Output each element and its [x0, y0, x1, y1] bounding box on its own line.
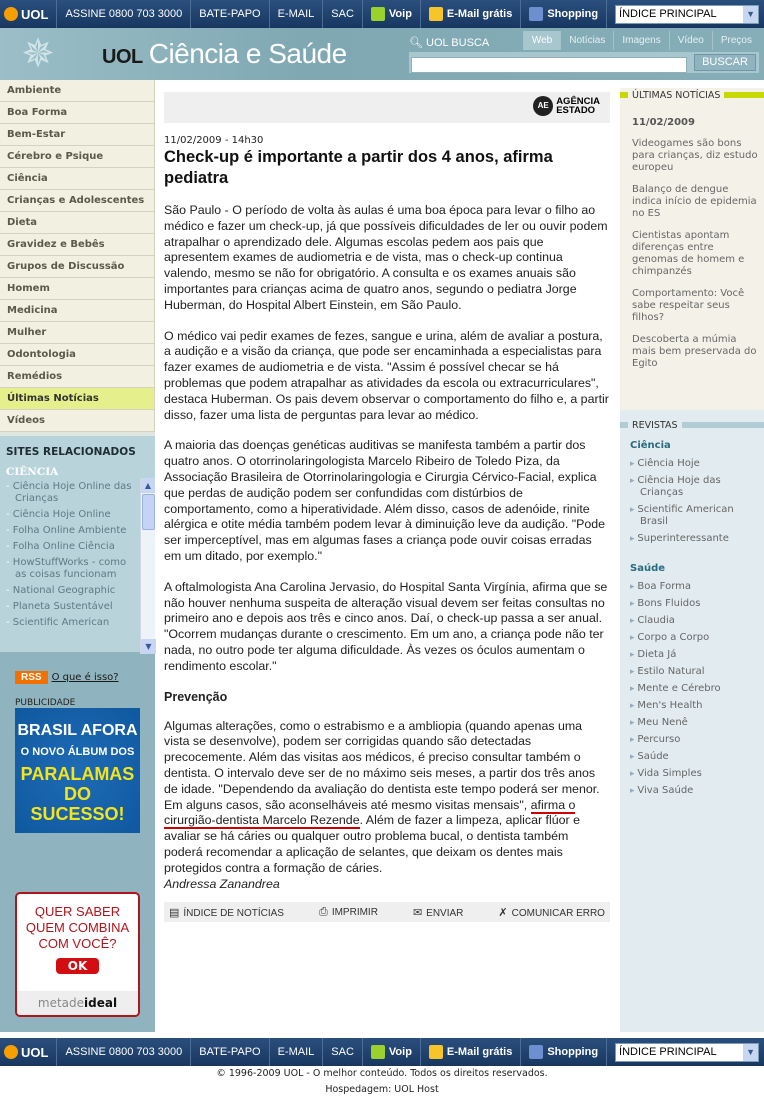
sidebar-item[interactable]: Boa Forma [0, 102, 155, 124]
article [164, 92, 610, 922]
copyright: © 1996-2009 UOL - O melhor conteúdo. Todos os direitos reservados. [216, 1068, 548, 1079]
ae-mark: AE [533, 96, 553, 116]
article-paragraph: São Paulo - O período de volta às aulas é uma boa época para levar o filho ao médico e fazer um check-up, já que possíveis dificuldades de ler ou ouvir podem atrapalhar o aprendizado dele. Algumas escolas pedem aos pais que apresentem exames de audiometria e de vista, mas o check-up continua valendo, mesmo se não for obrigatório. A consulta e os exames anuais são importantes para crianças acima de quatro anos, segundo o pediatra Jorge Huberman, do Hospital Albert Einstein, em São Paulo. [164, 203, 608, 312]
ad-line: DO SUCESSO! [30, 784, 125, 824]
sidebar-item[interactable]: Vídeos [0, 410, 155, 432]
latest-news-link[interactable]: Cientistas apontam diferenças entre genomas de homem e chimpanzés [632, 230, 745, 277]
shopping-label: Shopping [547, 1046, 599, 1058]
search-tab-web[interactable]: Web [523, 31, 560, 50]
chevron-down-icon[interactable]: ▼ [743, 1044, 758, 1061]
scrollbar[interactable] [140, 478, 155, 654]
magazine-link[interactable]: ▸ Mente e Cérebro [620, 683, 764, 695]
magazines [620, 418, 764, 797]
magazines-saude-title: Saúde [630, 563, 666, 574]
sidebar-item[interactable]: Dieta [0, 212, 155, 234]
tool-label: ÍNDICE DE NOTÍCIAS [183, 907, 284, 919]
top-nav-bar [0, 0, 764, 28]
magazine-link[interactable]: ▸ Ciência Hoje [620, 458, 764, 470]
article-title: Check-up é importante a partir dos 4 anos, afirma pediatra [164, 148, 553, 187]
right-sidebar [620, 88, 764, 1032]
search-label-text: UOL BUSCA [426, 37, 490, 49]
index-select[interactable] [615, 5, 759, 24]
email-gratis-link[interactable] [421, 1038, 521, 1066]
sidebar-item[interactable]: Mulher [0, 322, 155, 344]
text: Algumas alterações, como o estrabismo e a ambliopia (quando apenas uma vista se desenvolve), podem ser corrigidas quando são detectadas precocemente. Além das visitas aos médicos, é preciso consultar também o dentista. O intervalo deve ser de no máximo seis meses, a partir dos três anos de idade. "Dependendo da avaliação do dentista este tempo poderá ser menor. Em alguns casos, são aconselháveis até mesmo visitas mensais", [164, 718, 600, 812]
vitruvian-man-icon: ✵ [21, 31, 55, 77]
latest-news-link[interactable]: Comportamento: Você sabe respeitar seus filhos? [632, 288, 745, 323]
sac-link[interactable]: SAC [323, 0, 363, 28]
rss-area [15, 672, 119, 683]
scroll-down-icon[interactable]: ▼ [141, 639, 156, 654]
article-paragraph [164, 719, 610, 877]
email-gratis-label: E-Mail grátis [446, 8, 513, 20]
article-date: 11/02/2009 - 14h30 [164, 135, 264, 146]
magazine-link[interactable]: ▸ Viva Saúde [620, 785, 764, 797]
shopping-link[interactable] [521, 0, 607, 28]
hosting-credit: Hospedagem: UOL Host [325, 1084, 439, 1095]
ad-line: COM VOCÊ? [38, 936, 117, 951]
magazine-link[interactable]: ▸ Estilo Natural [620, 666, 764, 678]
magazine-link[interactable]: ▸ Ciência Hoje das Crianças [620, 475, 764, 499]
email-gratis-link[interactable] [421, 0, 521, 28]
article-paragraph: O médico vai pedir exames de fezes, sangue e urina, além de avaliar a postura, a audição e a visão da criança, que pode ser encaminhada a especialistas para fazer exames de audiometria e de vista. "Assim é possível checar se há problemas que podem atrapalhar as atividades da escola ou extracurriculares", destaca Huberman. Os pais devem observar o comportamento do filho e, a partir disso, fazer uma lista de perguntas para levar ao médico. [164, 328, 609, 422]
bate-papo-link[interactable]: BATE-PAPO [191, 0, 269, 28]
related-site-link[interactable]: - Folha Online Ambiente [0, 525, 137, 537]
envelope-icon [429, 7, 443, 21]
email-link[interactable]: E-MAIL [270, 1038, 324, 1066]
sac-link[interactable]: SAC [323, 1038, 363, 1066]
uol-logo-text: UOL [21, 1044, 49, 1060]
left-sidebar [0, 80, 155, 1032]
voip-label: Voip [388, 8, 412, 20]
magazine-link[interactable]: ▸ Scientific American Brasil [620, 504, 764, 528]
site-header [0, 28, 764, 80]
agencia-estado-logo [533, 96, 600, 116]
bottom-nav-bar [0, 1038, 764, 1066]
uol-logo-icon [4, 7, 18, 21]
related-site-link[interactable]: - National Geographic [0, 585, 137, 597]
sidebar-item[interactable]: Ambiente [0, 80, 155, 102]
magazine-link[interactable]: ▸ Vida Simples [620, 768, 764, 780]
related-sites [0, 432, 155, 652]
index-select[interactable] [615, 1043, 759, 1062]
related-sites-category: CIÊNCIA [6, 466, 59, 478]
agency-banner [164, 92, 610, 123]
index-select-value: ÍNDICE PRINCIPAL [619, 1046, 717, 1058]
related-sites-title: SITES RELACIONADOS [6, 446, 136, 458]
metadeideal-logo [17, 991, 138, 1015]
magazine-link[interactable]: ▸ Bons Fluidos [620, 598, 764, 610]
magazine-link[interactable]: ▸ Boa Forma [620, 581, 764, 593]
magazine-link[interactable]: ▸ Claudia [620, 615, 764, 627]
search-tab-imagens[interactable]: Imagens [613, 31, 668, 50]
shopping-label: Shopping [547, 8, 599, 20]
sidebar-item[interactable]: Gravidez e Bebês [0, 234, 155, 256]
sidebar-item[interactable]: Grupos de Discussão [0, 256, 155, 278]
magazine-link[interactable]: ▸ Meu Nenê [620, 717, 764, 729]
uol-search [405, 31, 760, 77]
envelope-icon: ✉ [412, 906, 423, 919]
magazine-link[interactable]: ▸ Superinteressante [620, 533, 764, 545]
site-title[interactable] [102, 38, 347, 70]
uol-logo[interactable] [0, 0, 57, 28]
bate-papo-link[interactable]: BATE-PAPO [191, 1038, 269, 1066]
footer [0, 1066, 764, 1098]
paralamas-ad[interactable] [15, 708, 140, 833]
related-site-link[interactable]: - Planeta Sustentável [0, 601, 137, 613]
logo-line: AGÊNCIA [556, 96, 600, 107]
voip-link[interactable] [363, 1038, 421, 1066]
latest-news-title: ÚLTIMAS NOTÍCIAS [632, 89, 721, 101]
phone-icon [371, 1045, 385, 1059]
sidebar-item[interactable]: Homem [0, 278, 155, 300]
sidebar-item[interactable]: Bem-Estar [0, 124, 155, 146]
article-tools [164, 902, 610, 922]
related-site-link[interactable]: - Folha Online Ciência [0, 541, 137, 553]
shopping-link[interactable] [521, 1038, 607, 1066]
ad-line: QUER SABER [34, 904, 121, 919]
shopping-icon [529, 7, 543, 21]
magazine-link[interactable]: ▸ Dieta Já [620, 649, 764, 661]
rss-help-link[interactable]: O que é isso? [51, 672, 119, 683]
search-tab-video[interactable]: Vídeo [669, 31, 712, 50]
magazines-title: REVISTAS [632, 419, 678, 431]
ad-line: QUEM COMBINA [25, 920, 130, 935]
assine-link[interactable]: ASSINE 0800 703 3000 [57, 0, 191, 28]
search-box [409, 52, 759, 73]
email-gratis-label: E-Mail grátis [446, 1046, 513, 1058]
uol-logo-icon [4, 1045, 18, 1059]
related-site-link[interactable]: - Ciência Hoje Online das Crianças [0, 481, 137, 505]
latest-news-link[interactable]: Descoberta a múmia mais bem preservada do Egito [632, 334, 757, 369]
article-author: Andressa Zanandrea [164, 877, 280, 892]
list-icon: ▤ [169, 906, 180, 919]
scroll-up-icon[interactable]: ▲ [141, 478, 155, 493]
index-select-value: ÍNDICE PRINCIPAL [619, 8, 717, 20]
advertising-label: PUBLICIDADE [15, 698, 76, 708]
logo-part: metade [37, 996, 85, 1010]
text: . Além de fazer a limpeza, aplicar flúor e avaliar se há cáries ou qualquer outro problema bucal, o dentista também poderá recomendar a aplicação de selantes, que deixam os dentes mais protegidos contra a formação de cáries. [164, 813, 580, 875]
related-site-link[interactable]: - Ciência Hoje Online [0, 509, 137, 521]
sidebar-item[interactable]: Remédios [0, 366, 155, 388]
report-error-button[interactable] [498, 906, 605, 919]
metadeideal-ad[interactable] [15, 892, 140, 1017]
search-button[interactable]: BUSCAR [694, 54, 756, 71]
sidebar-item[interactable]: Ciência [0, 168, 155, 190]
latest-news [620, 88, 764, 410]
ad-line: PARALAMAS [20, 764, 135, 784]
logo-part: ideal [84, 996, 118, 1010]
article-paragraph: A oftalmologista Ana Carolina Jervasio, do Hospital Santa Virgínia, afirma que se não houver nenhuma suspeita de alteração visual devem ser feitas consultas no primeiro ano e depois aos três e cinco anos. Daí, o check-up passa a ser anual. "Ocorrem mudanças durante o crescimento. Em um ano, a criança pode não ter nada, no outro pode ter alguma dificuldade. Às vezes os óculos aumentam o rendimento escolar." [164, 579, 608, 673]
highlighted-quote: afirma o cirurgião-dentista Marcelo Rezende [164, 797, 576, 828]
magazine-link[interactable]: ▸ Corpo a Corpo [620, 632, 764, 644]
send-button[interactable] [413, 906, 463, 919]
ad-ok-button[interactable]: OK [56, 958, 100, 974]
magnifier-icon: 🔍︎ [409, 37, 423, 49]
voip-label: Voip [388, 1046, 412, 1058]
logo-line: ESTADO [556, 105, 596, 116]
assine-link[interactable]: ASSINE 0800 703 3000 [57, 1038, 191, 1066]
tool-label: IMPRIMIR [331, 906, 378, 918]
search-input[interactable] [411, 57, 687, 73]
latest-news-link[interactable]: Balanço de dengue indica início de epidemia no ES [632, 184, 757, 219]
ad-line: O NOVO ÁLBUM DOS [20, 746, 135, 758]
magazine-link[interactable]: ▸ Saúde [620, 751, 764, 763]
uol-logo[interactable] [0, 1038, 57, 1066]
magazines-ciencia-title: Ciência [630, 440, 671, 451]
sidebar-item[interactable]: Crianças e Adolescentes [0, 190, 155, 212]
rss-badge[interactable]: RSS [15, 671, 48, 684]
search-tab-precos[interactable]: Preços [712, 31, 760, 50]
site-title-text: Ciência e Saúde [148, 38, 347, 69]
uol-brand-logo: UOL [102, 46, 143, 68]
latest-news-link[interactable]: Videogames são bons para crianças, diz estudo europeu [632, 138, 758, 173]
email-link[interactable]: E-MAIL [270, 0, 324, 28]
related-site-link[interactable]: - Scientific American [0, 617, 137, 629]
ad-line: BRASIL AFORA [17, 722, 138, 739]
tool-label: ENVIAR [426, 907, 464, 919]
section-menu [0, 80, 155, 432]
latest-news-header [620, 88, 764, 102]
sidebar-item[interactable]: Medicina [0, 300, 155, 322]
related-sites-list [0, 481, 137, 631]
sidebar-item[interactable]: Odontologia [0, 344, 155, 366]
related-site-link[interactable]: - HowStuffWorks - como as coisas funcionam [0, 557, 137, 581]
magazine-link[interactable]: ▸ Percurso [620, 734, 764, 746]
search-label [409, 36, 489, 49]
article-subheading: Prevenção [164, 689, 228, 704]
phone-icon [371, 7, 385, 21]
chevron-down-icon[interactable]: ▼ [743, 6, 758, 23]
sidebar-item[interactable]: Últimas Notícias [0, 388, 155, 410]
search-tabs [523, 31, 760, 50]
print-button[interactable] [319, 906, 378, 919]
magazine-link[interactable]: ▸ Men's Health [620, 700, 764, 712]
tool-label: COMUNICAR ERRO [511, 907, 605, 919]
voip-link[interactable] [363, 0, 421, 28]
search-tab-noticias[interactable]: Notícias [560, 31, 613, 50]
report-error-icon: ✗ [498, 906, 508, 919]
uol-logo-text: UOL [21, 6, 49, 22]
news-index-button[interactable] [169, 906, 284, 919]
magazines-header [620, 418, 764, 432]
shopping-icon [529, 1045, 543, 1059]
article-paragraph: A maioria das doenças genéticas auditivas se manifesta também a partir dos quatro anos. O otorrinolaringologista Marcelo Ribeiro de Toledo Piza, da Associação Brasileira de Otorrinolaringologia e Cirurgia Cérvico-Facial, explica que perdas de audição podem ser confundidas com distúrbios de comportamento, como a hiperatividade. Além disso, casos de adenóide, rinite alérgica e otite média também podem levar à diminuição leve da audição. "Pode ser imperceptível, mas em algumas fases a criança pode ouvir coisas erradas em um ditado, por exemplo." [164, 438, 606, 563]
scroll-thumb[interactable] [142, 494, 155, 530]
envelope-icon [429, 1045, 443, 1059]
latest-news-date: 11/02/2009 [632, 117, 695, 128]
printer-icon: ⎙ [319, 905, 328, 918]
sidebar-item[interactable]: Cérebro e Psique [0, 146, 155, 168]
